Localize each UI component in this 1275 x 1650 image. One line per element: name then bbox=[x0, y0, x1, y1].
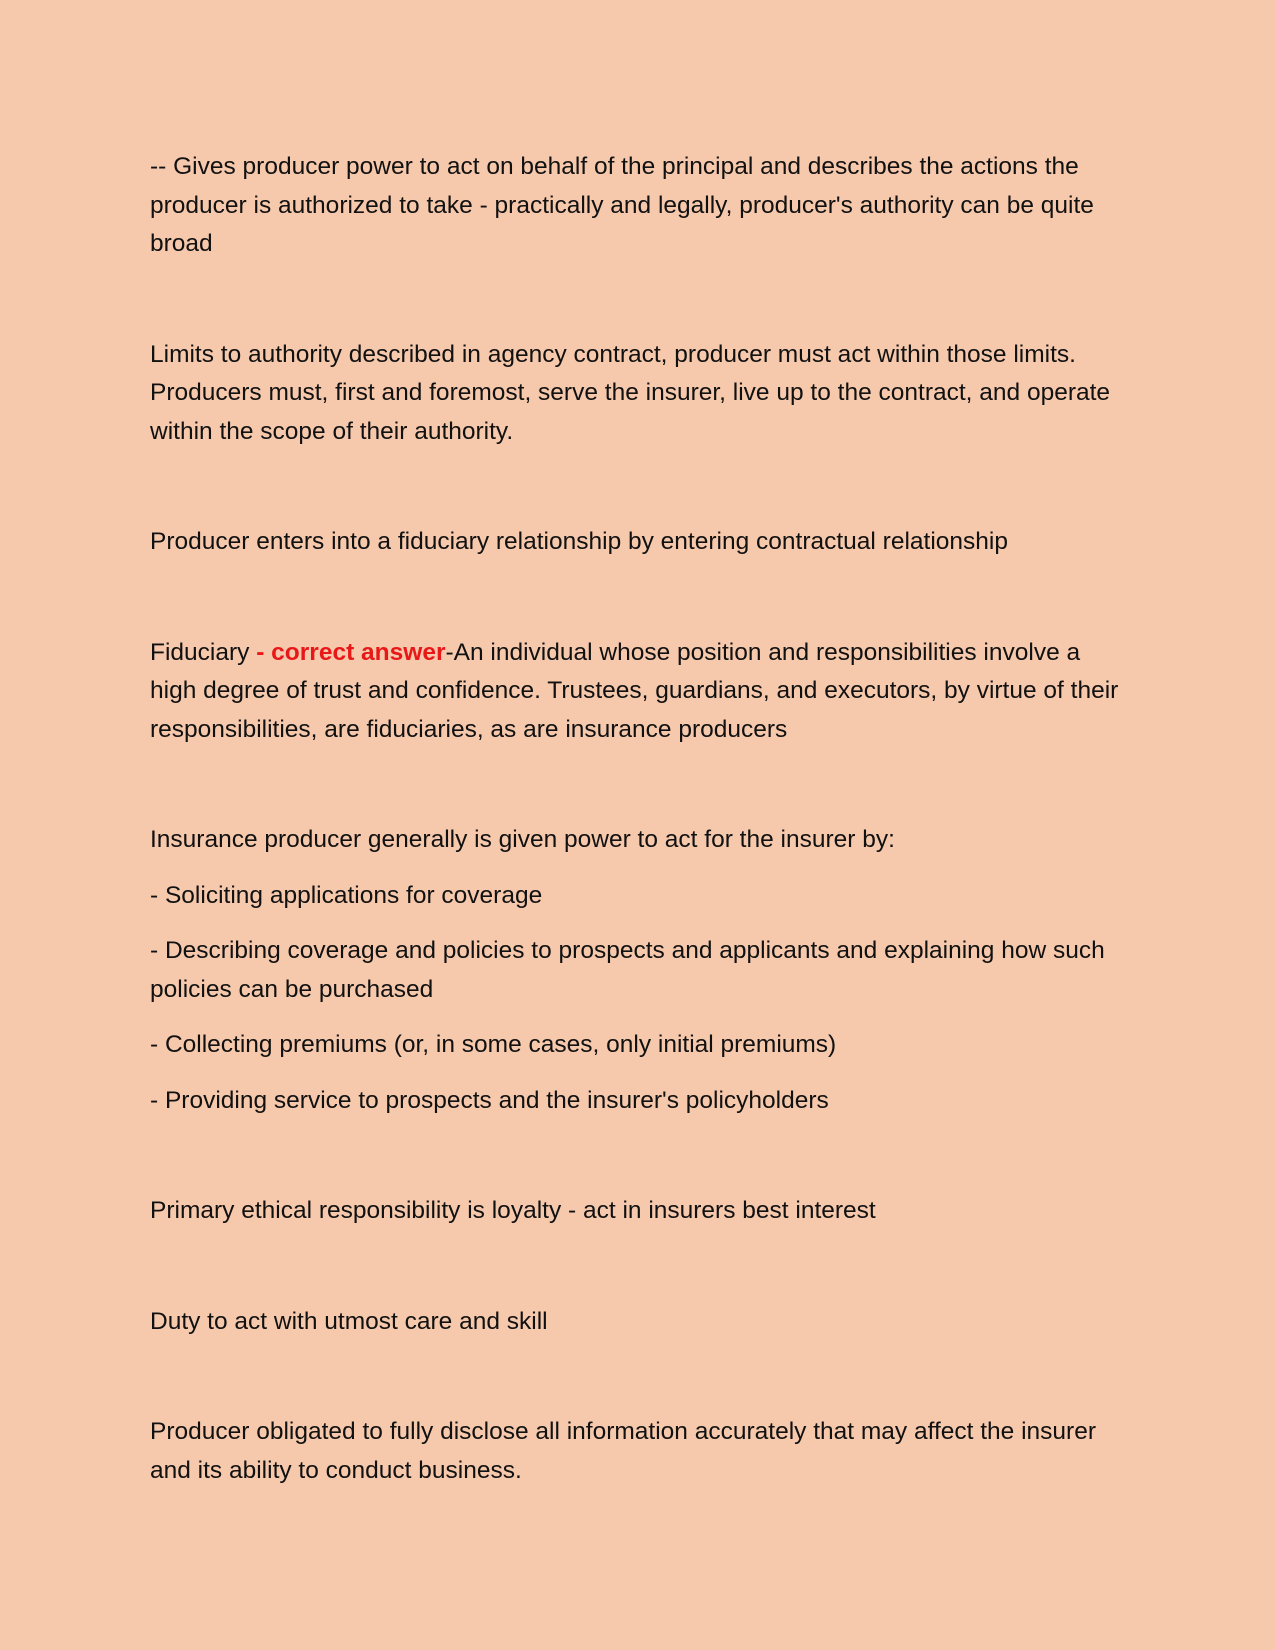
paragraph-loyalty: Primary ethical responsibility is loyalty - act in insurers best interest bbox=[150, 1197, 876, 1224]
list-item-soliciting: - Soliciting applications for coverage bbox=[150, 881, 543, 909]
list-item-collecting-premiums: - Collecting premiums (or, in some cases, only initial premiums) bbox=[150, 1031, 837, 1058]
correct-answer-marker: - correct answer bbox=[256, 638, 446, 666]
paragraph-fiduciary-definition bbox=[150, 634, 1125, 750]
paragraph-duty-of-care: Duty to act with utmost care and skill bbox=[150, 1307, 548, 1335]
paragraph-full-disclosure: Producer obligated to fully disclose all information accurately that may affect the insurer and its ability to conduct business. bbox=[150, 1418, 1097, 1484]
fiduciary-term: Fiduciary bbox=[150, 638, 257, 666]
list-item-describing-coverage: - Describing coverage and policies to prospects and applicants and explaining how such policies can be purchased bbox=[150, 937, 1105, 1003]
paragraph-authority-limits: Limits to authority described in agency contract, producer must act within those limits. Producers must, first and foremost, serve the insurer, live up to the contract, and operate within the scope of their authority. bbox=[150, 340, 1111, 445]
fiduciary-definition-text: -An individual whose position and responsibilities involve a high degree of trust and confidence. Trustees, guardians, and executors, by virtue of their responsibilities, are fiduciaries, as are insurance producers bbox=[150, 638, 1119, 743]
paragraph-producer-powers-intro: Insurance producer generally is given power to act for the insurer by: bbox=[150, 826, 895, 853]
paragraph-fiduciary-relationship: Producer enters into a fiduciary relationship by entering contractual relationship bbox=[150, 528, 1008, 555]
list-item-providing-service: - Providing service to prospects and the insurer's policyholders bbox=[150, 1086, 829, 1114]
paragraph-producer-power: -- Gives producer power to act on behalf of the principal and describes the actions the producer is authorized to take - practically and legally, producer's authority can be quite broad bbox=[150, 153, 1094, 257]
